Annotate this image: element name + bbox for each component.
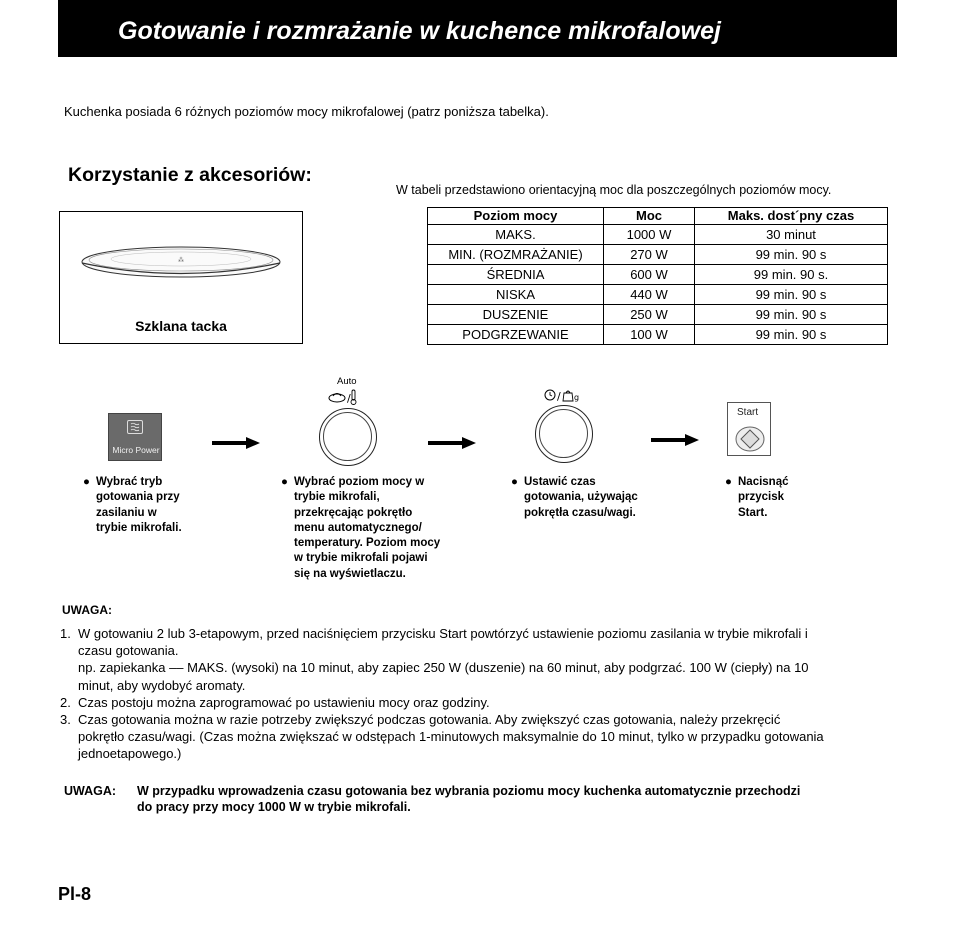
- arrow-right-icon: [428, 437, 476, 449]
- note-line: jednoetapowego.): [78, 746, 182, 762]
- step-line: zasilaniu w: [96, 506, 157, 519]
- warning-line: W przypadku wprowadzenia czasu gotowania bez wybrania poziomu mocy kuchenka automatycznie przechodzi: [137, 784, 801, 798]
- start-button[interactable]: [727, 402, 771, 456]
- table-row: [428, 245, 888, 265]
- table-cell: ŚREDNIA: [428, 265, 604, 285]
- step-line: się na wyświetlaczu.: [294, 567, 406, 580]
- table-row: [428, 325, 888, 345]
- table-caption: W tabeli przedstawiono orientacyjną moc dla poszczególnych poziomów mocy.: [396, 183, 832, 197]
- table-cell: 600 W: [604, 265, 695, 285]
- table-header-row: [428, 208, 888, 225]
- step-line: Wybrać poziom mocy w: [294, 476, 425, 488]
- glass-tray-icon: [78, 242, 284, 284]
- bullet-icon: ●: [725, 476, 732, 488]
- step-line: Ustawić czas: [524, 476, 596, 488]
- auto-temperature-icon: [327, 388, 359, 406]
- table-cell: MAKS.: [428, 225, 604, 245]
- section-title: Korzystanie z akcesoriów:: [68, 164, 312, 186]
- step-3-text: [511, 475, 638, 521]
- note-item: [60, 625, 900, 694]
- power-level-table: [427, 207, 888, 345]
- warning-line: do pracy przy mocy 1000 W w trybie mikrofali.: [137, 799, 411, 814]
- table-cell: 99 min. 90 s: [695, 325, 888, 345]
- microwave-wave-icon: [127, 420, 143, 434]
- note-line: Czas postoju można zaprogramować po ustawieniu mocy oraz godziny.: [78, 694, 490, 710]
- header-cell: Moc: [604, 208, 695, 225]
- table-cell: 440 W: [604, 285, 695, 305]
- table-cell: 99 min. 90 s: [695, 305, 888, 325]
- table-cell: 99 min. 90 s.: [695, 265, 888, 285]
- table-cell: MIN. (ROZMRAŻANIE): [428, 245, 604, 265]
- step-1-text: [83, 475, 182, 536]
- table-cell: 270 W: [604, 245, 695, 265]
- table-cell: 99 min. 90 s: [695, 245, 888, 265]
- step-line: Wybrać tryb: [96, 476, 163, 488]
- start-diamond-icon: [735, 426, 765, 452]
- svg-text:/: /: [347, 392, 351, 405]
- step-line: trybie mikrofali.: [96, 521, 182, 534]
- warning-text: [137, 784, 897, 815]
- header-cell: Poziom mocy: [428, 208, 604, 225]
- note-line: np. zapiekanka –– MAKS. (wysoki) na 10 minut, aby zapiec 250 W (duszenie) na 60 minut, aby podgrzać. 100 W (ciepły) na 10: [78, 660, 809, 676]
- step-line: trybie mikrofali,: [294, 491, 380, 504]
- table-row: [428, 265, 888, 285]
- dial-ring: [323, 412, 372, 461]
- table-cell: 30 minut: [695, 225, 888, 245]
- step-line: w trybie mikrofali pojawi: [294, 552, 428, 565]
- table-row: [428, 285, 888, 305]
- svg-text:g: g: [574, 393, 580, 402]
- step-4-text: [725, 475, 789, 521]
- table-cell: 99 min. 90 s: [695, 285, 888, 305]
- step-line: pokrętła czasu/wagi.: [524, 506, 636, 519]
- step-line: temperatury. Poziom mocy: [294, 537, 441, 550]
- intro-text: Kuchenka posiada 6 różnych poziomów mocy mikrofalowej (patrz poniższa tabelka).: [64, 104, 549, 119]
- note-item: [60, 711, 900, 763]
- bullet-icon: ●: [511, 476, 518, 488]
- accessory-label: Szklana tacka: [135, 318, 227, 334]
- svg-text:/: /: [557, 390, 561, 403]
- step-line: przekręcając pokrętło: [294, 506, 413, 519]
- step-line: Start.: [738, 506, 768, 519]
- svg-text:⁂: ⁂: [178, 257, 184, 264]
- start-label: Start: [737, 407, 759, 418]
- page-number: Pl-8: [58, 884, 92, 904]
- micro-power-label: Micro Power: [112, 445, 160, 455]
- note-line: pokrętło czasu/wagi. (Czas można zwiększać w odstępach 1-minutowych maksymalnie do 10 minut, tylko w przypadku gotowania: [78, 729, 824, 745]
- time-weight-icon: [544, 388, 584, 404]
- note-line: W gotowaniu 2 lub 3-etapowym, przed naciśnięciem przycisku Start powtórzyć ustawienie poziomu zasilania w trybie mikrofali i: [78, 626, 808, 641]
- time-weight-dial[interactable]: [535, 405, 593, 463]
- accessory-box: [59, 211, 303, 344]
- table-row: [428, 305, 888, 325]
- note-item: [60, 694, 900, 711]
- step-2-text: [281, 475, 441, 582]
- note-number: 3.: [60, 712, 71, 728]
- note-number: 2.: [60, 694, 71, 710]
- note-line: czasu gotowania.: [78, 643, 179, 659]
- dial-ring: [539, 409, 588, 458]
- micro-power-button[interactable]: [108, 413, 162, 461]
- step-line: przycisk: [738, 491, 785, 504]
- step-line: gotowania, używając: [524, 491, 638, 504]
- table-row: [428, 225, 888, 245]
- table-cell: PODGRZEWANIE: [428, 325, 604, 345]
- table-cell: 1000 W: [604, 225, 695, 245]
- note-line: Czas gotowania można w razie potrzeby zwiększyć podczas gotowania. Aby zwiększyć czas gotowania, należy przekręcić: [78, 712, 781, 728]
- step-line: gotowania przy: [96, 491, 180, 504]
- auto-label: Auto: [337, 376, 357, 387]
- note-number: 1.: [60, 626, 71, 641]
- arrow-right-icon: [212, 437, 260, 449]
- table-cell: 100 W: [604, 325, 695, 345]
- warning-label: UWAGA:: [64, 784, 117, 798]
- bullet-icon: ●: [281, 476, 288, 488]
- table-cell: NISKA: [428, 285, 604, 305]
- page-title: Gotowanie i rozmrażanie w kuchence mikrofalowej: [118, 17, 721, 45]
- header-cell: Maks. dost´pny czas: [695, 208, 888, 225]
- step-line: Nacisnąć: [738, 476, 789, 488]
- auto-temperature-dial[interactable]: [319, 408, 377, 466]
- notes-heading: UWAGA:: [62, 603, 112, 617]
- notes-list: [60, 625, 900, 763]
- step-line: menu automatycznego/: [294, 521, 422, 534]
- table-cell: DUSZENIE: [428, 305, 604, 325]
- note-line: minut, aby wydobyć aromaty.: [78, 677, 246, 693]
- bullet-icon: ●: [83, 476, 90, 488]
- table-cell: 250 W: [604, 305, 695, 325]
- arrow-right-icon: [651, 434, 699, 446]
